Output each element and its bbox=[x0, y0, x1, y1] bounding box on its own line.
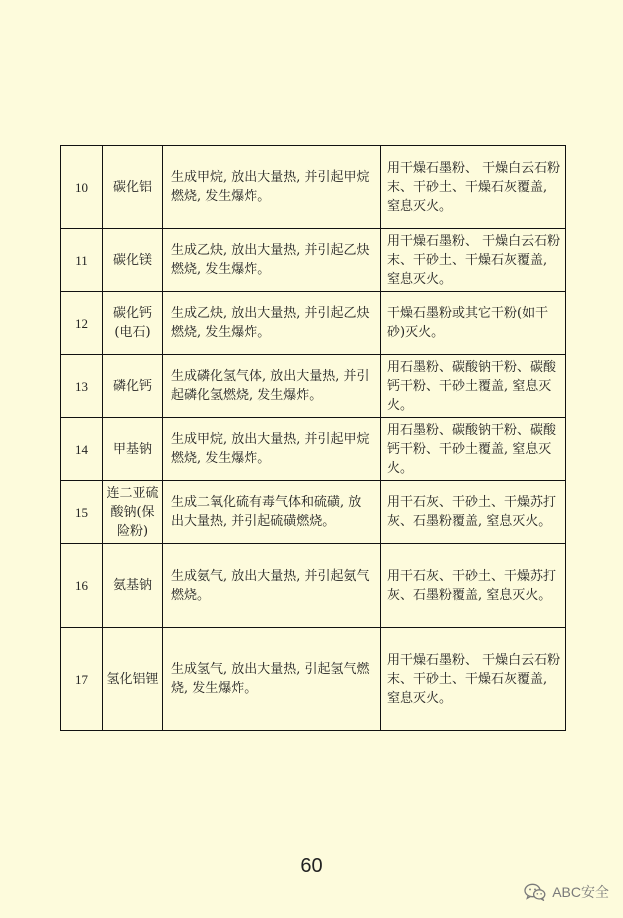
table-row bbox=[61, 544, 566, 628]
extinguishing-method: 用石墨粉、碳酸钠干粉、碳酸钙干粉、干砂土覆盖, 窒息灭火。 bbox=[381, 418, 566, 481]
row-number: 13 bbox=[61, 355, 103, 418]
substance-name: 连二亚硫酸钠(保险粉) bbox=[103, 481, 163, 544]
table-row bbox=[61, 481, 566, 544]
substance-name: 氨基钠 bbox=[103, 544, 163, 628]
hazard-description: 生成氢气, 放出大量热, 引起氢气燃烧, 发生爆炸。 bbox=[163, 628, 381, 731]
table-row bbox=[61, 146, 566, 229]
table-row bbox=[61, 628, 566, 731]
hazard-description: 生成乙炔, 放出大量热, 并引起乙炔燃烧, 发生爆炸。 bbox=[163, 292, 381, 355]
table-row bbox=[61, 229, 566, 292]
extinguishing-method: 用干燥石墨粉、 干燥白云石粉末、干砂土、干燥石灰覆盖, 窒息灭火。 bbox=[381, 229, 566, 292]
hazard-description: 生成甲烷, 放出大量热, 并引起甲烷燃烧, 发生爆炸。 bbox=[163, 418, 381, 481]
row-number: 10 bbox=[61, 146, 103, 229]
wechat-icon bbox=[524, 883, 546, 901]
substance-name: 氢化铝锂 bbox=[103, 628, 163, 731]
substance-name: 碳化镁 bbox=[103, 229, 163, 292]
hazard-table bbox=[60, 145, 566, 731]
watermark-text: ABC安全 bbox=[552, 884, 609, 900]
table-row bbox=[61, 418, 566, 481]
row-number: 17 bbox=[61, 628, 103, 731]
page-number: 60 bbox=[300, 855, 323, 877]
table-row bbox=[61, 355, 566, 418]
row-number: 12 bbox=[61, 292, 103, 355]
extinguishing-method: 用干燥石墨粉、 干燥白云石粉末、干砂土、干燥石灰覆盖, 窒息灭火。 bbox=[381, 628, 566, 731]
substance-name: 碳化铝 bbox=[103, 146, 163, 229]
hazard-description: 生成甲烷, 放出大量热, 并引起甲烷燃烧, 发生爆炸。 bbox=[163, 146, 381, 229]
row-number: 14 bbox=[61, 418, 103, 481]
substance-name: 磷化钙 bbox=[103, 355, 163, 418]
row-number: 15 bbox=[61, 481, 103, 544]
substance-name: 碳化钙(电石) bbox=[103, 292, 163, 355]
hazard-description: 生成氨气, 放出大量热, 并引起氨气燃烧。 bbox=[163, 544, 381, 628]
extinguishing-method: 用石墨粉、碳酸钠干粉、碳酸钙干粉、干砂土覆盖, 窒息灭火。 bbox=[381, 355, 566, 418]
hazard-description: 生成磷化氢气体, 放出大量热, 并引起磷化氢燃烧, 发生爆炸。 bbox=[163, 355, 381, 418]
row-number: 11 bbox=[61, 229, 103, 292]
row-number: 16 bbox=[61, 544, 103, 628]
watermark bbox=[524, 882, 609, 902]
extinguishing-method: 用干石灰、干砂土、干燥苏打灰、石墨粉覆盖, 窒息灭火。 bbox=[381, 481, 566, 544]
substance-name: 甲基钠 bbox=[103, 418, 163, 481]
table-row bbox=[61, 292, 566, 355]
extinguishing-method: 用干燥石墨粉、 干燥白云石粉末、干砂土、干燥石灰覆盖, 窒息灭火。 bbox=[381, 146, 566, 229]
extinguishing-method: 用干石灰、干砂土、干燥苏打灰、石墨粉覆盖, 窒息灭火。 bbox=[381, 544, 566, 628]
hazard-description: 生成乙炔, 放出大量热, 并引起乙炔燃烧, 发生爆炸。 bbox=[163, 229, 381, 292]
hazard-description: 生成二氧化硫有毒气体和硫磺, 放出大量热, 并引起硫磺燃烧。 bbox=[163, 481, 381, 544]
extinguishing-method: 干燥石墨粉或其它干粉(如干砂)灭火。 bbox=[381, 292, 566, 355]
